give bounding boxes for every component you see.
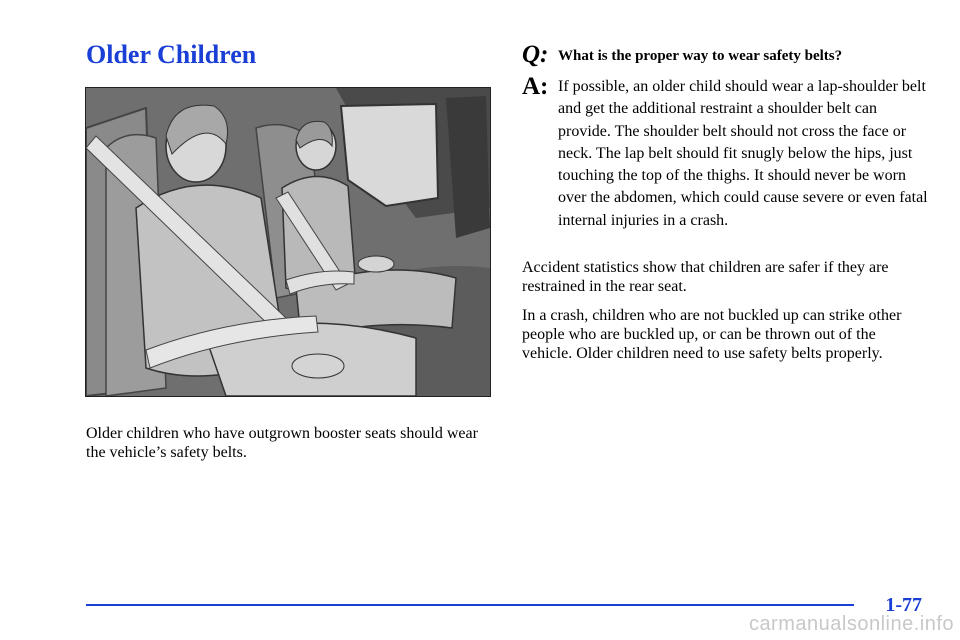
paragraph-crash-risk: In a crash, children who are not buckled up can strike other people who are buckled up, or can be thrown out of the vehicle. Older children need to use safety belts properly. [522,307,902,362]
question-text: What is the proper way to wear safety belts? [558,48,843,64]
answer-row [522,74,932,232]
answer-label: A: [522,73,549,100]
illustration-children-in-safety-belts [85,87,491,397]
footer-rule [86,604,854,606]
question-row [522,42,932,68]
page-title: Older Children [86,40,257,69]
answer-text: If possible, an older child should wear a lap-shoulder belt and get the additional restraint a shoulder belt can provide. The shoulder belt should not cross the face or neck. The lap belt should fit snugly below the hips, just touching the top of the thighs. It should never be worn over the abdomen, which could cause severe or even fatal internal injuries in a crash. [558,78,928,229]
watermark: carmanualsonline.info [748,613,954,635]
paragraph-accident-statistics: Accident statistics show that children are safer if they are restrained in the rear seat. [522,259,889,295]
question-label: Q: [522,41,549,68]
page-number: 1-77 [885,594,922,616]
illustration-caption: Older children who have outgrown booster seats should wear the vehicle’s safety belts. [86,425,478,461]
illustration-drawing [86,88,490,396]
